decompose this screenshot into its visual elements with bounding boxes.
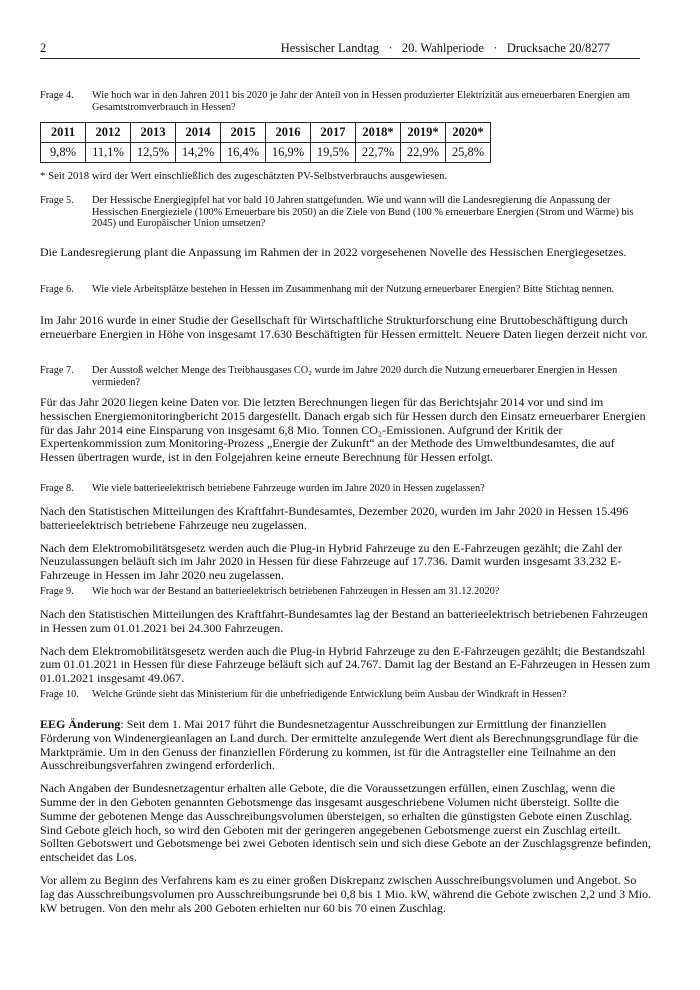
paragraph-rest: : Seit dem 1. Mai 2017 führt die Bundesnetzagentur Ausschreibungen zur Ermittlung der finanziellen Förderung von Windenergieanlagen an Land durch. Der ermittelte anzulegende Wert dient als Berechnungsgrundlage für die Marktprämie. Um in den Genuss der finanziellen Förderung zu kommen, ist für die Antragsteller eine Teilnahme an den Ausschreibungsverfahren zwingend erforderlich.: [40, 717, 639, 773]
table-cell: 12,5%: [131, 143, 176, 163]
answer-paragraph: Nach den Statistischen Mitteilungen des Kraftfahrt-Bundesamtes lag der Bestand an batterieelektrisch betriebenen Fahrzeugen in Hessen zum 01.01.2021 bei 24.300 Fahrzeugen.: [40, 607, 648, 635]
table-cell: 19,5%: [311, 143, 356, 163]
bold-lead: EEG Änderung: [40, 717, 121, 731]
answer-8: [40, 505, 652, 583]
table-footnote: * Seit 2018 wird der Wert einschließlich des zugeschätzten PV-Selbstverbrauchs ausgewiesen.: [40, 170, 448, 182]
question-label: Frage 8.: [40, 483, 74, 494]
table-header-cell: 2020*: [446, 123, 491, 143]
table-header-cell: 2011: [41, 123, 86, 143]
table-cell: 25,8%: [446, 143, 491, 163]
question-label: Frage 5.: [40, 195, 74, 206]
table-cell: 22,9%: [401, 143, 446, 163]
table-header-cell: 2012: [86, 123, 131, 143]
renewable-share-table: [40, 122, 491, 163]
answer-paragraph: Nach dem Elektromobilitätsgesetz werden auch die Plug-in Hybrid Fahrzeuge zu den E-Fahrzeugen gezählt; die Bestandszahl zum 01.01.2021 in Hessen für diese Fahrzeuge beläuft sich auf 24.767. Damit lag der Bestand an E-Fahrzeugen in Hessen zum 01.01.2021 insgesamt 49.067.: [40, 643, 651, 686]
table-cell: 16,9%: [266, 143, 311, 163]
answer-paragraph: [40, 718, 652, 773]
table-header-cell: 2016: [266, 123, 311, 143]
question-text: Wie viele Arbeitsplätze bestehen in Hessen im Zusammenhang mit der Nutzung erneuerbarer Energien? Bitte Stichtag nennen.: [92, 284, 615, 295]
answer-7: [40, 396, 652, 465]
table-header-row: [41, 123, 491, 143]
question-text: Der Hessische Energiegipfel hat vor bald 10 Jahren stattgefunden. Wie und wann will die Landesregierung die Anpassung der Hessischen Energieziele (100% Erneuerbare bis 2050) an die Ziele von Bund (100 % erneuerbare Energien (Strom und Wärme) bis 2045) und Europäischer Union umsetzen?: [92, 195, 634, 229]
answer-9: [40, 608, 652, 686]
table-header-cell: 2014: [176, 123, 221, 143]
question-label: Frage 6.: [40, 284, 74, 295]
answer-paragraph: Nach den Statistischen Mitteilungen des Kraftfahrt-Bundesamtes, Dezember 2020, wurden im Jahr 2020 in Hessen 15.496 batterieelektrisch betriebene Fahrzeuge neu zugelassen.: [40, 504, 629, 532]
answer-paragraph: Die Landesregierung plant die Anpassung im Rahmen der in 2022 vorgesehenen Novelle des Hessischen Energiegesetzes.: [40, 245, 627, 259]
table-header-cell: 2013: [131, 123, 176, 143]
table-header-cell: 2018*: [356, 123, 401, 143]
question-text: Wie hoch war in den Jahren 2011 bis 2020 je Jahr der Anteil von in Hessen produzierter Elektrizität aus erneuerbaren Energien am Gesamtstromverbrauch in Hessen?: [92, 90, 630, 113]
answer-paragraph: Im Jahr 2016 wurde in einer Studie der Gesellschaft für Wirtschaftliche Strukturforschung eine Bruttobeschäftigung durch erneuerbare Energien in Höhe von insgesamt 17.630 Beschäftigten für Hessen ermittelt. Neuere Daten liegen derzeit nicht vor.: [40, 313, 648, 341]
table-cell: 22,7%: [356, 143, 401, 163]
question-text: Der Ausstoß welcher Menge des Treibhausgases CO₂ wurde im Jahre 2020 durch die Nutzung erneuerbarer Energien in Hessen vermieden?: [92, 365, 618, 388]
question-text: Welche Gründe sieht das Ministerium für die unbefriedigende Entwicklung beim Ausbau der Windkraft in Hessen?: [92, 689, 567, 700]
header-title: Hessischer Landtag · 20. Wahlperiode · Drucksache 20/8277: [280, 41, 610, 55]
page-header: [40, 40, 640, 59]
answer-paragraph: Vor allem zu Beginn des Verfahrens kam es zu einer großen Diskrepanz zwischen Ausschreibungsvolumen und Angebot. So lag das Ausschreibungsvolumen pro Ausschreibungsrunde bei 0,8 bis 1 Mio. kW, während die Gebote zwischen 2,2 und 3 Mio. kW betrugen. Von den mehr als 200 Geboten erhielten nur 60 bis 70 einen Zuschlag.: [40, 872, 652, 915]
table-header-cell: 2015: [221, 123, 266, 143]
answer-5: [40, 246, 652, 260]
table-cell: 14,2%: [176, 143, 221, 163]
question-text: Wie hoch war der Bestand an batterieelektrisch betriebenen Fahrzeugen in Hessen am 31.12.2020?: [92, 586, 500, 597]
answer-6: [40, 314, 652, 342]
page-number: 2: [40, 41, 47, 55]
question-label: Frage 9.: [40, 586, 74, 597]
answer-paragraph: Nach dem Elektromobilitätsgesetz werden auch die Plug-in Hybrid Fahrzeuge zu den E-Fahrzeugen gezählt; die Zahl der Neuzulassungen beläuft sich im Jahr 2020 in Hessen für diese Fahrzeuge auf 17.736. Damit wurden insgesamt 33.232 E-Fahrzeuge in Hessen im Jahr 2020 neu zugelassen.: [40, 540, 623, 583]
answer-paragraph: Nach Angaben der Bundesnetzagentur erhalten alle Gebote, die die Voraussetzungen erfüllen, einen Zuschlag, wenn die Summe der in den Geboten genannten Gebotsmenge das insgesamt ausgeschriebene Volumen nicht übersteigt. Sollte die Summe der gebotenen Menge das Ausschreibungsvolumen übersteigen, so erhalten die günstigsten Gebote einen Zuschlag. Sind Gebote gleich hoch, so wird den Geboten mit der geringeren angegebenen Gebotsmenge zuerst ein Zuschlag erteilt. Sollten Gebotswert und Gebotsmenge bei zwei Geboten identisch sein und sich diese Gebote an der Zuschlagsgrenze befinden, entscheidet das Los.: [40, 781, 651, 865]
table-header-cell: 2017: [311, 123, 356, 143]
table-row: [41, 143, 491, 163]
table-cell: 11,1%: [86, 143, 131, 163]
question-text: Wie viele batterieelektrisch betriebene Fahrzeuge wurden im Jahre 2020 in Hessen zugelassen?: [92, 483, 485, 494]
table-cell: 9,8%: [41, 143, 86, 163]
question-label: Frage 7.: [40, 365, 74, 376]
answer-paragraph: Für das Jahr 2020 liegen keine Daten vor. Die letzten Berechnungen liegen für das Berichtsjahr 2014 vor und sind im hessischen Energiemonitoringbericht 2015 dargestellt. Danach ergab sich für Hessen durch den Einsatz erneuerbarer Energien für das Jahr 2014 eine Einsparung von insgesamt 6,8 Mio. Tonnen CO₂-Emissionen. Aufgrund der Kritik der Expertenkommission zum Monitoring-Prozess „Energie der Zukunft“ an der Methode des Umweltbundesamtes, die auf Hessen übertragen wurde, ist in den Folgejahren keine erneute Berechnung für Hessen erfolgt.: [40, 395, 646, 465]
answer-10: [40, 718, 652, 915]
table-cell: 16,4%: [221, 143, 266, 163]
table-header-cell: 2019*: [401, 123, 446, 143]
question-label: Frage 10.: [40, 689, 79, 700]
question-label: Frage 4.: [40, 90, 74, 101]
